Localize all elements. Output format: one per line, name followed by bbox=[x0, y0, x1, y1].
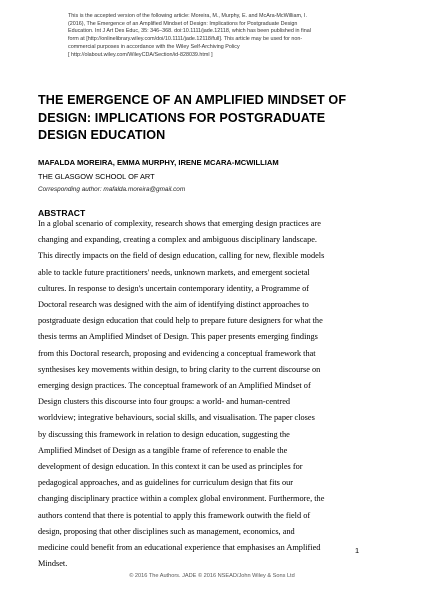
abstract-line: Amplified Mindset of Design as a tangible frame of reference to enable the bbox=[38, 445, 288, 455]
title-line: DESIGN: IMPLICATIONS FOR POSTGRADUATE bbox=[38, 110, 326, 125]
abstract-line: by discussing this framework in relation to design education, suggesting the bbox=[38, 429, 290, 439]
abstract-line: from this Doctoral research, proposing and evidencing a conceptual framework that bbox=[38, 348, 316, 358]
abstract-line: changing and expanding, creating a complex and ambiguous disciplinary landscape. bbox=[38, 235, 318, 245]
affiliation: THE GLASGOW SCHOOL OF ART bbox=[38, 172, 155, 181]
abstract-line: This directly impacts on the field of design education, calling for new, flexible models bbox=[38, 251, 325, 261]
title-line: DESIGN EDUCATION bbox=[38, 128, 166, 142]
abstract-line: pedagogical approaches, and as guidelines for curriculum design that fits our bbox=[38, 478, 294, 488]
abstract-line: design, proposing that other disciplines such as management, economics, and bbox=[38, 526, 295, 536]
paper-title bbox=[38, 92, 398, 145]
abstract-line: changing disciplinary practice within a complex global environment. Furthermore, the bbox=[38, 494, 325, 504]
abstract-line: development of design education. In this context it can be used as principles for bbox=[38, 462, 303, 472]
abstract-line: emerging design practices. The conceptual framework of an Amplified Mindset of bbox=[38, 381, 311, 391]
corresponding-author: Corresponding author: mafalda.moreira@gmail.com bbox=[38, 186, 186, 193]
abstract-line: In a global scenario of complexity, research shows that emerging design practices are bbox=[38, 219, 321, 228]
abstract-line: able to tackle future practitioners' needs, unknown markets, and emergent societal bbox=[38, 267, 310, 277]
author-list: MAFALDA MOREIRA, EMMA MURPHY, IRENE MCARA-MCWILLIAM bbox=[38, 158, 279, 167]
title-line: THE EMERGENCE OF AN AMPLIFIED MINDSET OF bbox=[38, 93, 347, 107]
abstract-line: postgraduate design education that could help to prepare future designers for what the bbox=[38, 316, 323, 326]
notice-line: commercial purposes in accordance with the Wiley Self-Archiving Policy bbox=[68, 43, 240, 50]
abstract-line: Doctoral research was designed with the aim of identifying distinct approaches to bbox=[38, 300, 309, 310]
page-number: 1 bbox=[355, 546, 360, 555]
copyright-footer: © 2016 The Authors. JADE © 2016 NSEAD/John Wiley & Sons Ltd bbox=[129, 573, 295, 579]
abstract-line: authors contend that there is potential to apply this framework outwith the field of bbox=[38, 510, 311, 520]
abstract-line: medicine could benefit from an educational experience that emphasises an Amplified bbox=[38, 543, 321, 553]
abstract-line: thesis terms an Amplified Mindset of Design. This paper presents emerging findings bbox=[38, 332, 318, 342]
abstract-line: Mindset. bbox=[38, 559, 68, 569]
abstract-line: Design clusters this discourse into four groups: a world- and human-centred bbox=[38, 397, 291, 407]
abstract-heading: ABSTRACT bbox=[38, 208, 86, 218]
notice-line: Education. Int J Art Des Educ, 35: 346–368. doi:10.1111/jade.12118, which has been published in final bbox=[68, 28, 311, 35]
notice-line: form at [http://onlinelibrary.wiley.com/doi/10.1111/jade.12118/full]. This article may be used for non- bbox=[68, 36, 303, 43]
abstract-line: worldview; integrative behaviours, social skills, and visualisation. The paper closes bbox=[38, 413, 315, 423]
publication-notice bbox=[68, 13, 368, 59]
notice-line: This is the accepted version of the following article: Moreira, M., Murphy, E. and McAra-McWilliam, I. bbox=[68, 13, 307, 19]
abstract-body bbox=[38, 216, 388, 572]
abstract-line: synthesises key movements within design, to bring clarity to the current discourse on bbox=[38, 364, 321, 374]
notice-line: [ http://olabout.wiley.com/WileyCDA/Section/id-828039.html ] bbox=[68, 51, 213, 58]
abstract-line: cultures. In response to design's uncertain contemporary identity, a Programme of bbox=[38, 283, 309, 293]
notice-line: (2016), The Emergence of an Amplified Mindset of Design: Implications for Postgraduate Design bbox=[68, 20, 298, 27]
